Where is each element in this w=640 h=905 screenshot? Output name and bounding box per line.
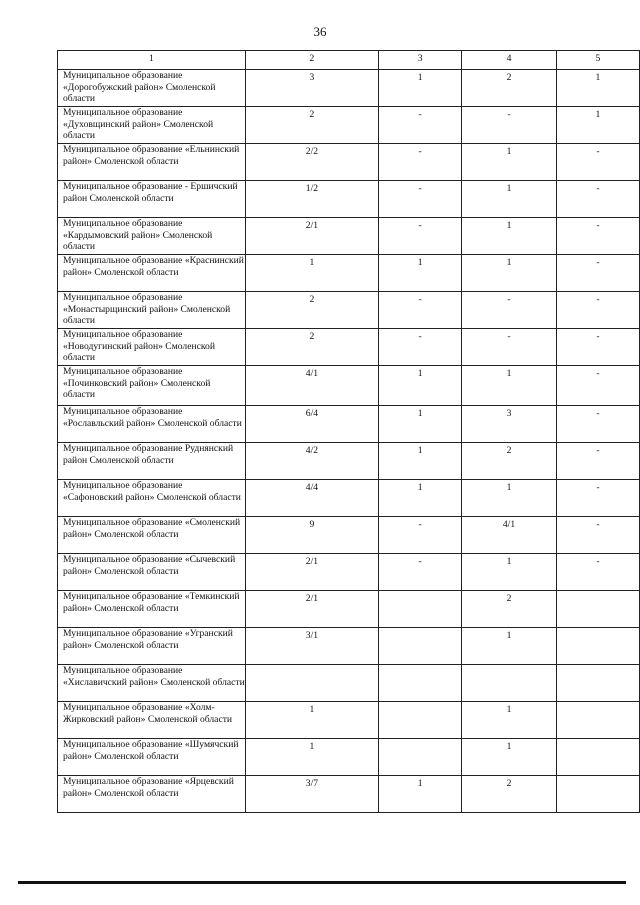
value-cell-col-3: 1 — [379, 70, 462, 107]
table-row — [58, 366, 640, 406]
value-cell-col-2 — [245, 665, 378, 702]
value-cell-col-2: 4/1 — [245, 366, 378, 406]
column-header-3: 3 — [379, 51, 462, 70]
municipality-name-cell: Муниципальное образование «Дорогобужский район» Смоленской области — [58, 70, 246, 107]
table-row — [58, 702, 640, 739]
value-cell-col-4: 4/1 — [462, 517, 557, 554]
value-cell-col-3: 1 — [379, 480, 462, 517]
value-cell-col-4: 1 — [462, 366, 557, 406]
value-cell-col-3: - — [379, 144, 462, 181]
value-cell-col-5 — [556, 702, 639, 739]
value-cell-col-2: 3/7 — [245, 776, 378, 813]
municipality-name-cell: Муниципальное образование «Ярцевский район» Смоленской области — [58, 776, 246, 813]
table-row — [58, 480, 640, 517]
table-row — [58, 107, 640, 144]
value-cell-col-3: 1 — [379, 255, 462, 292]
municipality-name-cell: Муниципальное образование «Шумячский район» Смоленской области — [58, 739, 246, 776]
value-cell-col-5: - — [556, 255, 639, 292]
value-cell-col-2: 9 — [245, 517, 378, 554]
value-cell-col-2: 1 — [245, 255, 378, 292]
value-cell-col-2: 2 — [245, 329, 378, 366]
value-cell-col-4: 1 — [462, 181, 557, 218]
municipality-name-cell: Муниципальное образование «Ельнинский район» Смоленской области — [58, 144, 246, 181]
column-header-5: 5 — [556, 51, 639, 70]
value-cell-col-2: 2/1 — [245, 554, 378, 591]
value-cell-col-3: - — [379, 181, 462, 218]
table-header-row — [58, 51, 640, 70]
value-cell-col-4: - — [462, 107, 557, 144]
value-cell-col-4: 1 — [462, 628, 557, 665]
value-cell-col-3: - — [379, 292, 462, 329]
municipality-name-cell: Муниципальное образование Руднянский район Смоленской области — [58, 443, 246, 480]
value-cell-col-3 — [379, 702, 462, 739]
table-row — [58, 255, 640, 292]
value-cell-col-5 — [556, 591, 639, 628]
municipality-name-cell: Муниципальное образование «Темкинский район» Смоленской области — [58, 591, 246, 628]
municipalities-table-container — [57, 50, 640, 813]
municipality-name-cell: Муниципальное образование «Кардымовский район» Смоленской области — [58, 218, 246, 255]
value-cell-col-5: - — [556, 554, 639, 591]
value-cell-col-4: 1 — [462, 554, 557, 591]
value-cell-col-4: 1 — [462, 144, 557, 181]
value-cell-col-2: 1/2 — [245, 181, 378, 218]
value-cell-col-4: 3 — [462, 406, 557, 443]
value-cell-col-4: 1 — [462, 739, 557, 776]
municipality-name-cell: Муниципальное образование «Новодугинский район» Смоленской области — [58, 329, 246, 366]
value-cell-col-4: - — [462, 292, 557, 329]
value-cell-col-4: 2 — [462, 443, 557, 480]
value-cell-col-3: - — [379, 517, 462, 554]
table-row — [58, 406, 640, 443]
value-cell-col-3: - — [379, 554, 462, 591]
value-cell-col-2: 2/1 — [245, 218, 378, 255]
municipality-name-cell: Муниципальное образование «Хиславичский район» Смоленской области — [58, 665, 246, 702]
table-row — [58, 70, 640, 107]
value-cell-col-5: - — [556, 181, 639, 218]
value-cell-col-4: 2 — [462, 776, 557, 813]
table-row — [58, 739, 640, 776]
value-cell-col-3 — [379, 591, 462, 628]
value-cell-col-2: 2 — [245, 107, 378, 144]
value-cell-col-5: - — [556, 292, 639, 329]
value-cell-col-4: 1 — [462, 480, 557, 517]
value-cell-col-5 — [556, 739, 639, 776]
table-row — [58, 144, 640, 181]
municipality-name-cell: Муниципальное образование «Починковский район» Смоленской области — [58, 366, 246, 406]
column-header-2: 2 — [245, 51, 378, 70]
bottom-rule — [18, 881, 626, 884]
value-cell-col-3: - — [379, 218, 462, 255]
page-number: 36 — [313, 24, 327, 39]
value-cell-col-5: - — [556, 144, 639, 181]
municipality-name-cell: Муниципальное образование «Рославльский район» Смоленской области — [58, 406, 246, 443]
value-cell-col-5 — [556, 665, 639, 702]
value-cell-col-4: 1 — [462, 218, 557, 255]
value-cell-col-5: - — [556, 443, 639, 480]
value-cell-col-2: 4/4 — [245, 480, 378, 517]
municipality-name-cell: Муниципальное образование «Духовщинский район» Смоленской области — [58, 107, 246, 144]
value-cell-col-2: 4/2 — [245, 443, 378, 480]
table-row — [58, 628, 640, 665]
value-cell-col-5: - — [556, 480, 639, 517]
value-cell-col-2: 2/2 — [245, 144, 378, 181]
column-header-4: 4 — [462, 51, 557, 70]
table-row — [58, 218, 640, 255]
table-row — [58, 517, 640, 554]
table-row — [58, 591, 640, 628]
value-cell-col-4 — [462, 665, 557, 702]
value-cell-col-2: 1 — [245, 739, 378, 776]
value-cell-col-3: - — [379, 107, 462, 144]
table-body — [58, 51, 640, 813]
value-cell-col-3: - — [379, 329, 462, 366]
value-cell-col-3 — [379, 739, 462, 776]
value-cell-col-4: 2 — [462, 70, 557, 107]
table-row — [58, 776, 640, 813]
municipality-name-cell: Муниципальное образование - Ершичский район Смоленской области — [58, 181, 246, 218]
table-row — [58, 181, 640, 218]
value-cell-col-5: - — [556, 218, 639, 255]
value-cell-col-5: - — [556, 406, 639, 443]
value-cell-col-5: - — [556, 329, 639, 366]
value-cell-col-2: 3/1 — [245, 628, 378, 665]
value-cell-col-2: 3 — [245, 70, 378, 107]
table-row — [58, 292, 640, 329]
value-cell-col-3: 1 — [379, 776, 462, 813]
municipality-name-cell: Муниципальное образование «Сафоновский район» Смоленской области — [58, 480, 246, 517]
value-cell-col-5 — [556, 776, 639, 813]
value-cell-col-2: 1 — [245, 702, 378, 739]
value-cell-col-5: - — [556, 517, 639, 554]
table-row — [58, 665, 640, 702]
table-row — [58, 329, 640, 366]
value-cell-col-2: 6/4 — [245, 406, 378, 443]
value-cell-col-3: 1 — [379, 366, 462, 406]
value-cell-col-4: 2 — [462, 591, 557, 628]
value-cell-col-2: 2/1 — [245, 591, 378, 628]
value-cell-col-5: 1 — [556, 70, 639, 107]
value-cell-col-3: 1 — [379, 406, 462, 443]
value-cell-col-4: 1 — [462, 702, 557, 739]
municipality-name-cell: Муниципальное образование «Сычевский район» Смоленской области — [58, 554, 246, 591]
table-row — [58, 443, 640, 480]
municipality-name-cell: Муниципальное образование «Угранский район» Смоленской области — [58, 628, 246, 665]
value-cell-col-5 — [556, 628, 639, 665]
value-cell-col-3 — [379, 665, 462, 702]
municipalities-table — [57, 50, 640, 813]
table-row — [58, 554, 640, 591]
column-header-1: 1 — [58, 51, 246, 70]
value-cell-col-4: 1 — [462, 255, 557, 292]
value-cell-col-3 — [379, 628, 462, 665]
municipality-name-cell: Муниципальное образование «Холм-Жирковский район» Смоленской области — [58, 702, 246, 739]
value-cell-col-5: - — [556, 366, 639, 406]
value-cell-col-3: 1 — [379, 443, 462, 480]
value-cell-col-2: 2 — [245, 292, 378, 329]
value-cell-col-5: 1 — [556, 107, 639, 144]
municipality-name-cell: Муниципальное образование «Монастырщинский район» Смоленской области — [58, 292, 246, 329]
municipality-name-cell: Муниципальное образование «Смоленский район» Смоленской области — [58, 517, 246, 554]
value-cell-col-4: - — [462, 329, 557, 366]
municipality-name-cell: Муниципальное образование «Краснинский район» Смоленской области — [58, 255, 246, 292]
